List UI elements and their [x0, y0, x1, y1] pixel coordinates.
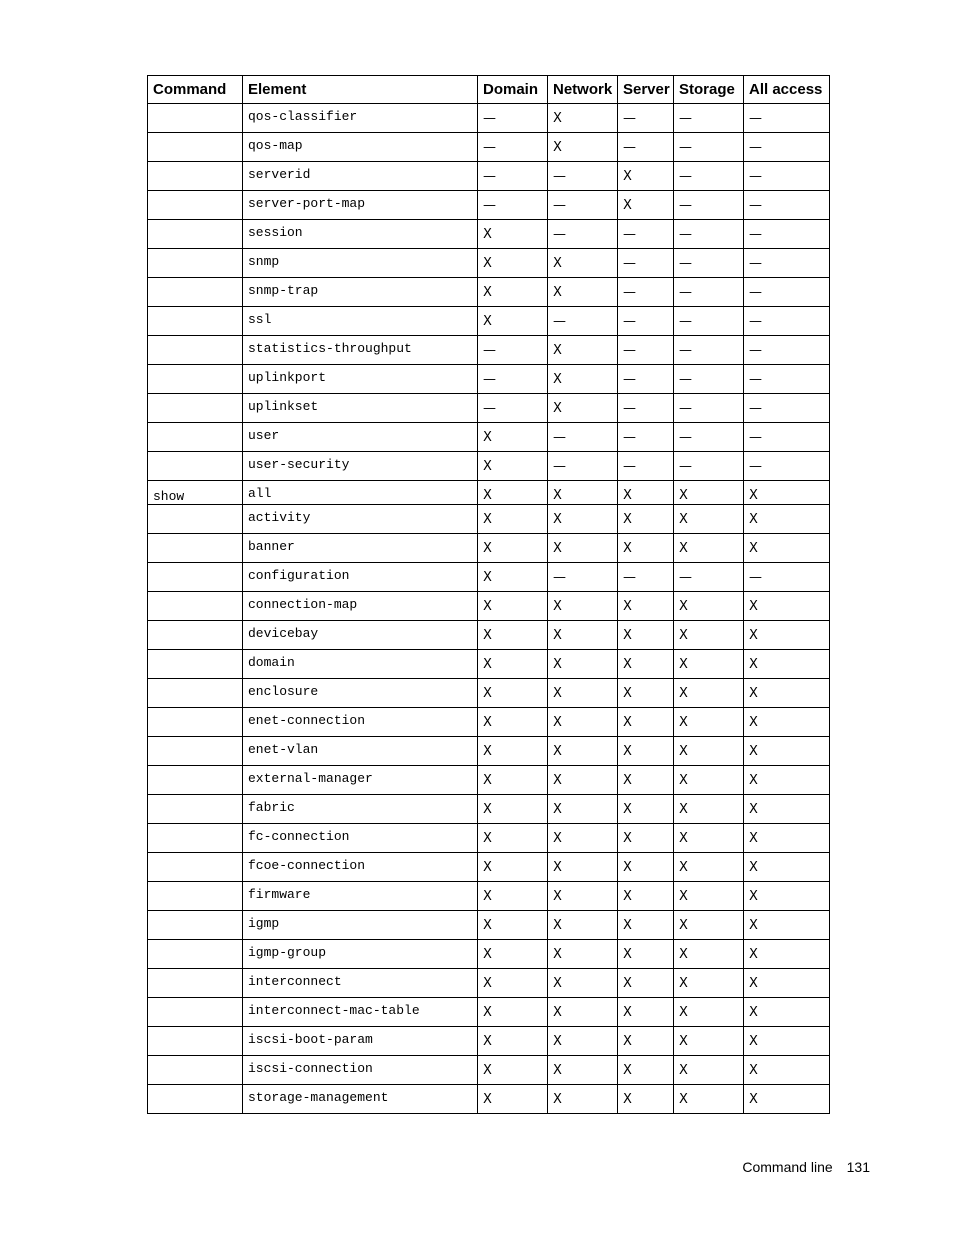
cell-all-access: X	[744, 853, 830, 882]
table-body	[148, 104, 830, 1114]
cell-server: —	[618, 452, 674, 481]
cell-element: enet-connection	[243, 708, 478, 737]
cell-all-access: X	[744, 1085, 830, 1114]
table-row	[148, 133, 830, 162]
table-row	[148, 766, 830, 795]
table-row	[148, 940, 830, 969]
table-row	[148, 911, 830, 940]
cell-element: session	[243, 220, 478, 249]
cell-network: X	[548, 766, 618, 795]
cell-storage: —	[674, 220, 744, 249]
cell-element: user	[243, 423, 478, 452]
cell-network: X	[548, 911, 618, 940]
cell-domain: X	[478, 534, 548, 563]
cell-command	[148, 911, 243, 940]
cell-server: —	[618, 278, 674, 307]
cell-server: —	[618, 220, 674, 249]
cell-domain: —	[478, 104, 548, 133]
cell-storage: —	[674, 249, 744, 278]
cell-storage: —	[674, 423, 744, 452]
cell-element: interconnect	[243, 969, 478, 998]
cell-network: X	[548, 133, 618, 162]
cell-command	[148, 1027, 243, 1056]
footer-section-title: Command line	[742, 1159, 833, 1175]
cell-server: X	[618, 795, 674, 824]
table-row	[148, 394, 830, 423]
cell-element: iscsi-connection	[243, 1056, 478, 1085]
cell-server: X	[618, 650, 674, 679]
table-row	[148, 1056, 830, 1085]
cell-all-access: X	[744, 650, 830, 679]
cell-domain: X	[478, 423, 548, 452]
cell-storage: X	[674, 679, 744, 708]
cell-network: —	[548, 191, 618, 220]
table-row	[148, 1027, 830, 1056]
cell-command	[148, 998, 243, 1027]
cell-storage: —	[674, 162, 744, 191]
cell-element: firmware	[243, 882, 478, 911]
cell-element: configuration	[243, 563, 478, 592]
cell-network: —	[548, 220, 618, 249]
cell-domain: —	[478, 394, 548, 423]
table-row	[148, 563, 830, 592]
cell-network: X	[548, 737, 618, 766]
cell-server: —	[618, 104, 674, 133]
cell-domain: X	[478, 969, 548, 998]
cell-command	[148, 795, 243, 824]
cell-server: X	[618, 162, 674, 191]
cell-command	[148, 621, 243, 650]
cell-all-access: —	[744, 220, 830, 249]
cell-server: —	[618, 563, 674, 592]
cell-domain: X	[478, 911, 548, 940]
cell-storage: X	[674, 940, 744, 969]
cell-server: X	[618, 679, 674, 708]
cell-all-access: X	[744, 940, 830, 969]
table-row	[148, 621, 830, 650]
table-row	[148, 853, 830, 882]
table-row	[148, 452, 830, 481]
cell-domain: X	[478, 481, 548, 505]
cell-command	[148, 191, 243, 220]
cell-element: banner	[243, 534, 478, 563]
cell-storage: —	[674, 104, 744, 133]
cell-domain: X	[478, 592, 548, 621]
cell-command	[148, 133, 243, 162]
cell-network: X	[548, 969, 618, 998]
cell-network: X	[548, 592, 618, 621]
cell-storage: X	[674, 824, 744, 853]
cell-all-access: X	[744, 998, 830, 1027]
header-element: Element	[243, 76, 478, 104]
cell-server: —	[618, 336, 674, 365]
cell-all-access: —	[744, 249, 830, 278]
cell-server: X	[618, 592, 674, 621]
cell-server: X	[618, 708, 674, 737]
cell-storage: X	[674, 882, 744, 911]
cell-server: —	[618, 307, 674, 336]
cell-element: qos-classifier	[243, 104, 478, 133]
table-row	[148, 220, 830, 249]
cell-command	[148, 220, 243, 249]
table-row	[148, 708, 830, 737]
cell-element: devicebay	[243, 621, 478, 650]
cell-command	[148, 650, 243, 679]
cell-domain: X	[478, 505, 548, 534]
cell-command	[148, 737, 243, 766]
cell-all-access: —	[744, 191, 830, 220]
cell-storage: X	[674, 766, 744, 795]
cell-storage: —	[674, 365, 744, 394]
cell-network: X	[548, 853, 618, 882]
cell-element: user-security	[243, 452, 478, 481]
cell-storage: X	[674, 969, 744, 998]
cell-element: uplinkset	[243, 394, 478, 423]
cell-all-access: —	[744, 278, 830, 307]
table-row	[148, 1085, 830, 1114]
cell-storage: —	[674, 452, 744, 481]
cell-network: X	[548, 104, 618, 133]
cell-command	[148, 336, 243, 365]
table-row	[148, 679, 830, 708]
cell-all-access: X	[744, 795, 830, 824]
table-row	[148, 307, 830, 336]
cell-domain: X	[478, 737, 548, 766]
header-all-access: All access	[744, 76, 830, 104]
cell-all-access: X	[744, 911, 830, 940]
cell-server: X	[618, 969, 674, 998]
cell-storage: X	[674, 998, 744, 1027]
cell-domain: —	[478, 133, 548, 162]
cell-command	[148, 563, 243, 592]
cell-domain: X	[478, 278, 548, 307]
cell-command	[148, 969, 243, 998]
cell-all-access: —	[744, 423, 830, 452]
cell-network: X	[548, 394, 618, 423]
cell-domain: X	[478, 940, 548, 969]
cell-command	[148, 1085, 243, 1114]
cell-command	[148, 882, 243, 911]
cell-storage: X	[674, 650, 744, 679]
cell-storage: X	[674, 911, 744, 940]
cell-domain: X	[478, 824, 548, 853]
table-row	[148, 278, 830, 307]
header-network: Network	[548, 76, 618, 104]
cell-network: X	[548, 249, 618, 278]
cell-all-access: X	[744, 1056, 830, 1085]
table-row	[148, 998, 830, 1027]
cell-storage: X	[674, 1027, 744, 1056]
header-server: Server	[618, 76, 674, 104]
table-row	[148, 365, 830, 394]
cell-element: enet-vlan	[243, 737, 478, 766]
cell-element: storage-management	[243, 1085, 478, 1114]
cell-command	[148, 940, 243, 969]
cell-network: X	[548, 1027, 618, 1056]
cell-command	[148, 249, 243, 278]
cell-network: X	[548, 621, 618, 650]
cell-all-access: —	[744, 394, 830, 423]
cell-element: interconnect-mac-table	[243, 998, 478, 1027]
cell-element: all	[243, 481, 478, 505]
cell-domain: X	[478, 307, 548, 336]
table-header	[148, 76, 830, 104]
cell-command	[148, 307, 243, 336]
cell-server: X	[618, 621, 674, 650]
cell-element: enclosure	[243, 679, 478, 708]
cell-command	[148, 423, 243, 452]
cell-all-access: X	[744, 1027, 830, 1056]
cell-server: X	[618, 766, 674, 795]
cell-all-access: —	[744, 452, 830, 481]
table-row	[148, 104, 830, 133]
cell-element: connection-map	[243, 592, 478, 621]
cell-command	[148, 505, 243, 534]
cell-element: ssl	[243, 307, 478, 336]
cell-domain: —	[478, 365, 548, 394]
cell-element: domain	[243, 650, 478, 679]
cell-server: X	[618, 911, 674, 940]
cell-domain: X	[478, 1056, 548, 1085]
cell-network: X	[548, 481, 618, 505]
cell-all-access: —	[744, 365, 830, 394]
cell-network: —	[548, 307, 618, 336]
page-number: 131	[846, 1159, 870, 1175]
cell-command	[148, 278, 243, 307]
cell-element: server-port-map	[243, 191, 478, 220]
cell-network: X	[548, 824, 618, 853]
cell-storage: X	[674, 534, 744, 563]
table-row	[148, 191, 830, 220]
cell-network: X	[548, 278, 618, 307]
header-domain: Domain	[478, 76, 548, 104]
cell-storage: X	[674, 737, 744, 766]
table-row	[148, 592, 830, 621]
cell-all-access: X	[744, 481, 830, 505]
cell-network: X	[548, 336, 618, 365]
permissions-table	[147, 75, 830, 1114]
cell-all-access: —	[744, 162, 830, 191]
cell-command	[148, 592, 243, 621]
cell-network: X	[548, 998, 618, 1027]
table-row	[148, 534, 830, 563]
cell-element: external-manager	[243, 766, 478, 795]
cell-server: X	[618, 824, 674, 853]
cell-all-access: —	[744, 307, 830, 336]
cell-element: snmp-trap	[243, 278, 478, 307]
cell-storage: X	[674, 505, 744, 534]
cell-element: statistics-throughput	[243, 336, 478, 365]
cell-network: X	[548, 679, 618, 708]
cell-command	[148, 853, 243, 882]
table-row	[148, 423, 830, 452]
cell-domain: X	[478, 650, 548, 679]
cell-element: uplinkport	[243, 365, 478, 394]
header-command: Command	[148, 76, 243, 104]
cell-domain: X	[478, 708, 548, 737]
cell-server: X	[618, 853, 674, 882]
cell-storage: —	[674, 278, 744, 307]
cell-network: —	[548, 423, 618, 452]
table-row	[148, 882, 830, 911]
cell-server: —	[618, 249, 674, 278]
cell-domain: X	[478, 452, 548, 481]
cell-all-access: —	[744, 336, 830, 365]
cell-domain: X	[478, 220, 548, 249]
cell-domain: X	[478, 882, 548, 911]
cell-domain: X	[478, 795, 548, 824]
cell-element: iscsi-boot-param	[243, 1027, 478, 1056]
cell-command	[148, 708, 243, 737]
cell-network: X	[548, 534, 618, 563]
cell-storage: X	[674, 1085, 744, 1114]
cell-all-access: X	[744, 882, 830, 911]
cell-domain: X	[478, 249, 548, 278]
cell-domain: X	[478, 853, 548, 882]
cell-all-access: X	[744, 824, 830, 853]
cell-domain: X	[478, 563, 548, 592]
cell-server: X	[618, 940, 674, 969]
cell-element: serverid	[243, 162, 478, 191]
cell-server: X	[618, 534, 674, 563]
table-row	[148, 162, 830, 191]
cell-all-access: X	[744, 708, 830, 737]
cell-command	[148, 679, 243, 708]
cell-storage: X	[674, 592, 744, 621]
cell-element: fcoe-connection	[243, 853, 478, 882]
cell-network: —	[548, 162, 618, 191]
header-row	[148, 76, 830, 104]
cell-server: —	[618, 423, 674, 452]
table-row	[148, 795, 830, 824]
cell-all-access: X	[744, 621, 830, 650]
cell-network: X	[548, 940, 618, 969]
cell-server: —	[618, 394, 674, 423]
cell-all-access: X	[744, 969, 830, 998]
cell-element: fabric	[243, 795, 478, 824]
cell-all-access: X	[744, 766, 830, 795]
cell-element: snmp	[243, 249, 478, 278]
cell-network: —	[548, 563, 618, 592]
cell-element: qos-map	[243, 133, 478, 162]
cell-network: X	[548, 795, 618, 824]
cell-storage: X	[674, 708, 744, 737]
cell-all-access: —	[744, 133, 830, 162]
cell-domain: X	[478, 679, 548, 708]
table-row	[148, 824, 830, 853]
cell-element: fc-connection	[243, 824, 478, 853]
cell-domain: X	[478, 1085, 548, 1114]
cell-command: show	[148, 481, 243, 505]
cell-server: X	[618, 1085, 674, 1114]
cell-server: X	[618, 505, 674, 534]
cell-network: X	[548, 882, 618, 911]
cell-domain: —	[478, 162, 548, 191]
cell-server: X	[618, 191, 674, 220]
cell-all-access: X	[744, 592, 830, 621]
cell-network: X	[548, 505, 618, 534]
cell-command	[148, 452, 243, 481]
cell-command	[148, 766, 243, 795]
cell-storage: —	[674, 394, 744, 423]
cell-domain: —	[478, 336, 548, 365]
cell-network: X	[548, 650, 618, 679]
cell-storage: X	[674, 481, 744, 505]
cell-all-access: —	[744, 563, 830, 592]
table-row	[148, 505, 830, 534]
cell-network: —	[548, 452, 618, 481]
cell-command	[148, 1056, 243, 1085]
cell-domain: X	[478, 998, 548, 1027]
table-row	[148, 249, 830, 278]
cell-storage: X	[674, 795, 744, 824]
cell-command	[148, 365, 243, 394]
cell-server: X	[618, 1056, 674, 1085]
cell-network: X	[548, 708, 618, 737]
cell-storage: —	[674, 191, 744, 220]
cell-command	[148, 534, 243, 563]
cell-domain: X	[478, 621, 548, 650]
table-row	[148, 737, 830, 766]
cell-storage: X	[674, 621, 744, 650]
cell-network: X	[548, 365, 618, 394]
cell-command	[148, 104, 243, 133]
table-row	[148, 969, 830, 998]
cell-all-access: X	[744, 534, 830, 563]
cell-element: activity	[243, 505, 478, 534]
cell-all-access: X	[744, 505, 830, 534]
page-footer	[742, 1159, 870, 1175]
table-row	[148, 650, 830, 679]
cell-network: X	[548, 1056, 618, 1085]
cell-element: igmp-group	[243, 940, 478, 969]
cell-all-access: X	[744, 737, 830, 766]
table-row	[148, 481, 830, 505]
header-storage: Storage	[674, 76, 744, 104]
cell-command	[148, 824, 243, 853]
cell-server: —	[618, 365, 674, 394]
cell-server: X	[618, 1027, 674, 1056]
table-row	[148, 336, 830, 365]
cell-storage: X	[674, 853, 744, 882]
cell-domain: X	[478, 766, 548, 795]
cell-all-access: X	[744, 679, 830, 708]
cell-domain: —	[478, 191, 548, 220]
cell-all-access: —	[744, 104, 830, 133]
cell-server: X	[618, 998, 674, 1027]
cell-storage: —	[674, 336, 744, 365]
cell-network: X	[548, 1085, 618, 1114]
cell-server: X	[618, 882, 674, 911]
cell-domain: X	[478, 1027, 548, 1056]
cell-server: X	[618, 481, 674, 505]
cell-command	[148, 162, 243, 191]
cell-command	[148, 394, 243, 423]
cell-storage: —	[674, 563, 744, 592]
cell-storage: —	[674, 307, 744, 336]
cell-storage: —	[674, 133, 744, 162]
cell-server: —	[618, 133, 674, 162]
cell-element: igmp	[243, 911, 478, 940]
cell-server: X	[618, 737, 674, 766]
cell-storage: X	[674, 1056, 744, 1085]
